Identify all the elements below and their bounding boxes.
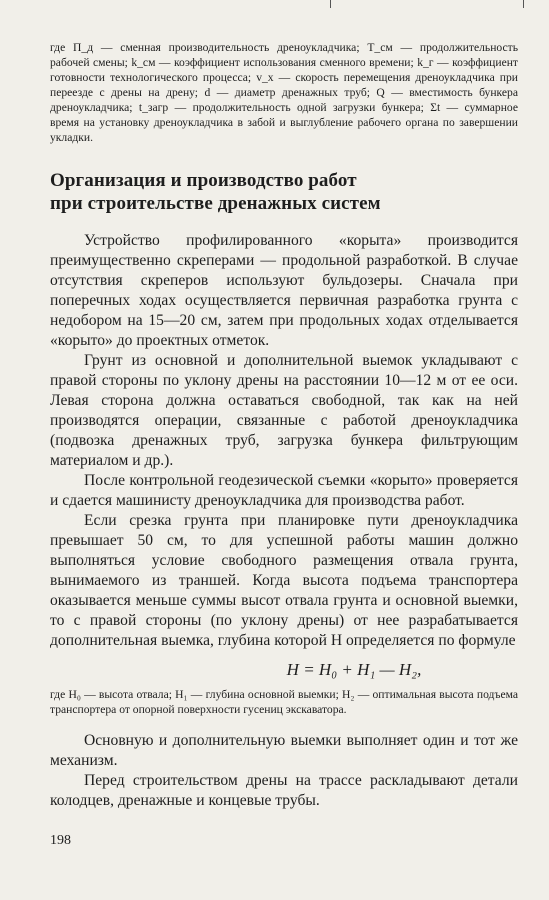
paragraph-1: Устройство профилированного «корыта» производится преимущественно скреперами — продольной разработкой. В случае отсутствия скреперов используют бульдозеры. Сначала при поперечных ходах осуществляется первичная разработка грунта с недобором на 15—20 см, затем при продольных ходах отделывается «корыто» до проектных отметок. [50,232,518,349]
definitions-intro: где П_д — сменная производительность дреноукладчика; T_см — продолжительность рабочей смены; k_см — коэффициент использования сменного времени; k_г — коэффициент готовности технологического процесса; v_x — скорость перемещения дреноукладчика при переезде с дрены на дрену; d — диаметр дренажных труб; Q — вместимость бункера дреноукладчика; t_загр — продолжительность одной загрузки бункера; Σt — суммарное время на установку дреноукладчика в забой и выглубление рабочего органа по завершении укладки. [50,41,518,144]
section-title-line-1: Организация и производство работ [50,170,357,191]
paragraph-5: Основную и дополнительную выемки выполняет один и тот же механизм. [50,732,518,769]
paragraph-4: Если срезка грунта при планировке пути дреноукладчика превышает 50 см, то для успешной работы машин должно выполняться условие свободного размещения отвала грунта, вынимаемого из траншей. Когда высота подъема транспортера оказывается меньше суммы высот отвала грунта и основной выемки, то с правой стороны (по уклону дрены) от нее разрабатывается дополнительная выемка, глубина которой H определяется по формуле [50,512,518,649]
section-title-line-2: при строительстве дренажных систем [50,193,381,214]
paragraph-2: Грунт из основной и дополнительной выемок укладывают с правой стороны по уклону дрены на расстоянии 10—12 м от ее оси. Левая сторона должна оставаться свободной, так как на ней производятся операции, связанные с работой дреноукладчика (подвозка дренажных труб, загрузка бункера фильтрующим материалом и др.). [50,352,518,469]
formula-note: где H₀ — высота отвала; H₁ — глубина основной выемки; H₂ — оптимальная высота подъема транспортера от опорной поверхности гусениц экскаватора. [50,688,518,716]
paragraph-6: Перед строительством дрены на трассе раскладывают детали колодцев, дренажные и концевые трубы. [50,772,518,809]
page-number: 198 [50,833,71,848]
document-page [50,40,518,849]
top-edge-mark-right [523,0,524,8]
formula: H = H₀ + H₁ — H₂, [286,660,422,679]
paragraph-3: После контрольной геодезической съемки «корыто» проверяется и сдается машинисту дреноукладчика для производства работ. [50,472,518,509]
section-title [50,169,518,215]
top-edge-mark-left [330,0,331,8]
